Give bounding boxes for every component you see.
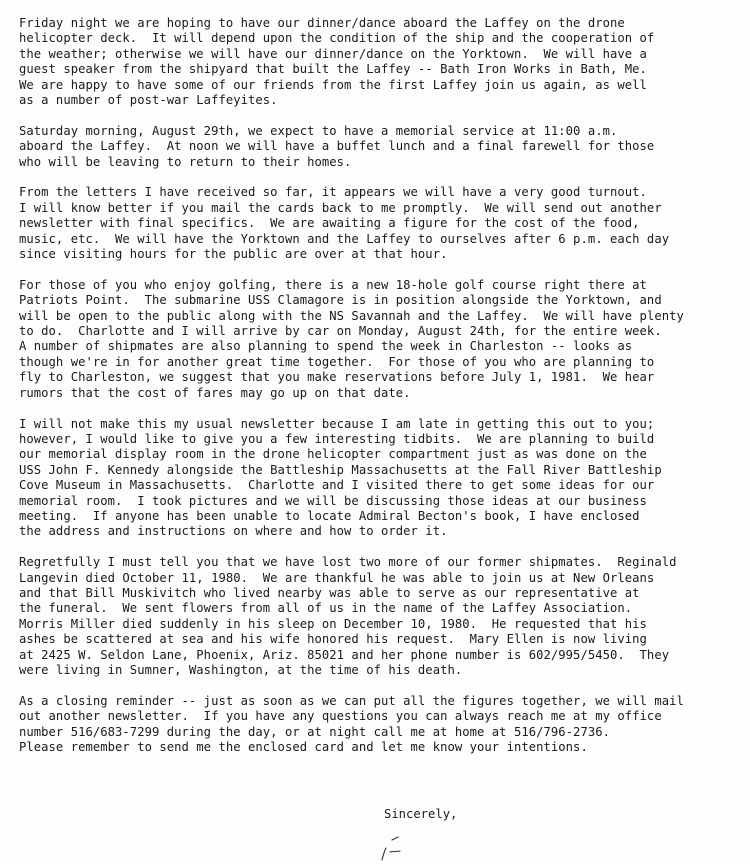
text-line: helicopter deck. It will depend upon the condition of the ship and the cooperation of [19, 31, 655, 46]
text-line: From the letters I have received so far, it appears we will have a very good turnout. [19, 185, 647, 200]
text-line: to do. Charlotte and I will arrive by car on Monday, August 24th, for the entire week. [19, 324, 662, 339]
text-line: fly to Charleston, we suggest that you make reservations before July 1, 1981. We hear [19, 370, 655, 385]
text-line: memorial room. I took pictures and we will be discussing those ideas at our business [19, 493, 647, 508]
paragraph-memorial-room [19, 417, 747, 540]
paragraph-turnout [19, 185, 747, 262]
text-line: Patriots Point. The submarine USS Clamagore is in position alongside the Yorktown, and [19, 293, 662, 308]
paragraph-dinner-dance [19, 16, 747, 108]
text-line: number 516/683-7299 during the day, or at night call me at home at 516/796-2736. [19, 724, 610, 739]
text-line: who will be leaving to return to their homes. [19, 154, 352, 169]
text-line: guest speaker from the shipyard that built the Laffey -- Bath Iron Works in Bath, Me. [19, 62, 647, 77]
text-line: We are happy to have some of our friends from the first Laffey join us again, as well [19, 77, 647, 92]
handwritten-signature-icon [378, 834, 408, 861]
text-line: Morris Miller died suddenly in his sleep on December 10, 1980. He requested that his [19, 616, 647, 631]
text-line: though we're in for another great time together. For those of you who are planning to [19, 354, 655, 369]
text-line: meeting. If anyone has been unable to locate Admiral Becton's book, I have enclosed [19, 508, 640, 523]
text-line: I will know better if you mail the cards back to me promptly. We will send out another [19, 200, 662, 215]
text-line: USS John F. Kennedy alongside the Battleship Massachusetts at the Fall River Battleship [19, 462, 662, 477]
text-line: Please remember to send me the enclosed card and let me know your intentions. [19, 740, 588, 754]
text-line: Regretfully I must tell you that we have lost two more of our former shipmates. Reginald [19, 555, 677, 570]
text-line: rumors that the cost of fares may go up on that date. [19, 385, 411, 400]
text-line: as a number of post-war Laffeyites. [19, 93, 278, 108]
text-line: however, I would like to give you a few interesting tidbits. We are planning to build [19, 431, 655, 446]
text-line: Cove Museum in Massachusetts. Charlotte and I visited there to get some ideas for our [19, 478, 655, 493]
text-line: Langevin died October 11, 1980. We are thankful he was able to join us at New Orleans [19, 570, 655, 585]
text-line: the funeral. We sent flowers from all of us in the name of the Laffey Association. [19, 601, 633, 616]
text-line: music, etc. We will have the Yorktown and the Laffey to ourselves after 6 p.m. each day [19, 231, 670, 246]
text-line: at 2425 W. Seldon Lane, Phoenix, Ariz. 85021 and her phone number is 602/995/5450. They [19, 647, 670, 662]
text-line: will be open to the public along with the NS Savannah and the Laffey. We will have plenty [19, 308, 684, 323]
text-line: aboard the Laffey. At noon we will have a buffet lunch and a final farewell for those [19, 139, 655, 154]
letter-body [19, 16, 747, 771]
text-line: For those of you who enjoy golfing, there is a new 18-hole golf course right there at [19, 277, 647, 292]
text-line: the weather; otherwise we will have our dinner/dance on the Yorktown. We will have a [19, 46, 647, 61]
paragraph-obituaries [19, 555, 747, 678]
text-line: our memorial display room in the drone helicopter compartment just as was done on the [19, 447, 647, 462]
closing-salutation: Sincerely, [384, 807, 458, 821]
text-line: ashes be scattered at sea and his wife honored his request. Mary Ellen is now living [19, 632, 647, 647]
text-line: As a closing reminder -- just as soon as we can put all the figures together, we will mail [19, 693, 684, 708]
text-line: and that Bill Muskivitch who lived nearby was able to serve as our representative at [19, 585, 640, 600]
paragraph-closing-reminder [19, 694, 747, 756]
text-line: were living in Sumner, Washington, at the time of his death. [19, 662, 463, 677]
text-line: since visiting hours for the public are over at that hour. [19, 247, 448, 262]
text-line: newsletter with final specifics. We are awaiting a figure for the cost of the food, [19, 216, 640, 231]
text-line: the address and instructions on where and how to order it. [19, 524, 448, 539]
text-line: out another newsletter. If you have any questions you can always reach me at my office [19, 709, 662, 724]
text-line: Friday night we are hoping to have our dinner/dance aboard the Laffey on the drone [19, 16, 625, 30]
text-line: I will not make this my usual newsletter because I am late in getting this out to you; [19, 416, 655, 431]
text-line: A number of shipmates are also planning to spend the week in Charleston -- looks as [19, 339, 633, 354]
paragraph-saturday-service [19, 124, 747, 170]
text-line: Saturday morning, August 29th, we expect to have a memorial service at 11:00 a.m. [19, 123, 618, 138]
paragraph-golfing [19, 278, 747, 401]
